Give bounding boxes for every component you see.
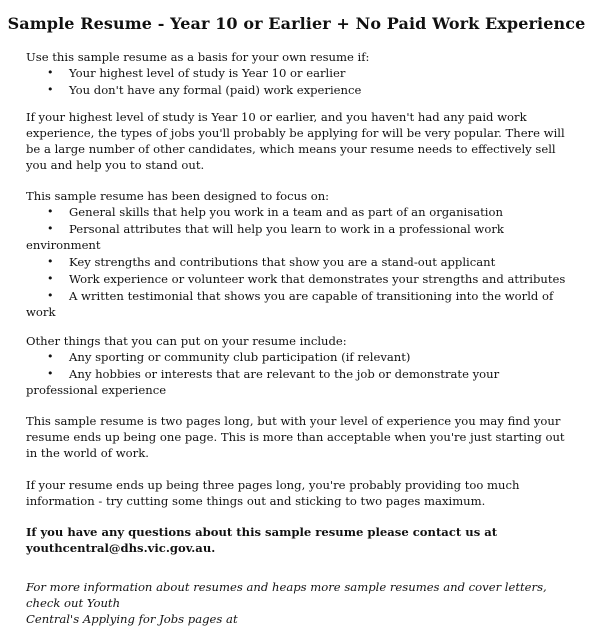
candidates-paragraph: If your highest level of study is Year 10 or earlier, and you haven't had any paid work experience, the types of jobs you'll probably be applying for will be very popular. There will be a large number of other candidates, which means your resume needs to effectively sell you and help you to stand out. xyxy=(26,110,565,172)
list-item: • Your highest level of study is Year 10 or earlier xyxy=(47,66,346,80)
other-section xyxy=(26,333,574,399)
focus-lead: This sample resume has been designed to focus on: xyxy=(26,189,330,203)
other-lead: Other things that you can put on your resume include: xyxy=(26,334,347,348)
focus-section xyxy=(26,188,574,321)
bullet-icon: • xyxy=(47,350,54,363)
intro-list xyxy=(26,65,574,98)
bullet-icon: • xyxy=(47,255,54,268)
contact-section xyxy=(26,524,574,556)
more-info-line-1: For more information about resumes and heaps more sample resumes and cover letters, check out Youth xyxy=(26,580,547,610)
more-info-line-2: Central's Applying for Jobs pages at xyxy=(26,612,238,626)
length-section xyxy=(26,413,574,461)
list-item: • Key strengths and contributions that show you are a stand-out applicant xyxy=(47,255,496,269)
list-item: • A written testimonial that shows you are capable of transitioning into the world of work xyxy=(26,289,554,319)
length-paragraph: This sample resume is two pages long, but with your level of experience you may find your resume ends up being one page. This is more than acceptable when you're just starting out in the world of work. xyxy=(26,414,565,460)
bullet-icon: • xyxy=(47,222,54,235)
bullet-icon: • xyxy=(47,367,54,380)
other-list xyxy=(26,349,574,398)
list-item: • Any hobbies or interests that are relevant to the job or demonstrate your professional experience xyxy=(26,367,500,397)
intro-lead: Use this sample resume as a basis for your own resume if: xyxy=(26,50,370,64)
bullet-icon: • xyxy=(47,289,54,302)
bullet-icon: • xyxy=(47,66,54,79)
three-pages-paragraph: If your resume ends up being three pages long, you're probably providing too much information - try cutting some things out and sticking to two pages maximum. xyxy=(26,478,520,508)
list-item: • You don't have any formal (paid) work experience xyxy=(47,83,362,97)
candidates-section xyxy=(26,109,574,173)
document-title: Sample Resume - Year 10 or Earlier + No Paid Work Experience xyxy=(7,14,586,33)
list-item: • Any sporting or community club participation (if relevant) xyxy=(47,350,411,364)
list-item: • General skills that help you work in a team and as part of an organisation xyxy=(47,205,503,219)
contact-paragraph: If you have any questions about this sample resume please contact us at youthcentral@dhs.vic.gov.au. xyxy=(26,525,498,555)
bullet-icon: • xyxy=(47,272,54,285)
more-info-section xyxy=(26,579,574,627)
three-pages-section xyxy=(26,477,574,509)
bullet-icon: • xyxy=(47,205,54,218)
focus-list xyxy=(26,204,574,320)
list-item: • Work experience or volunteer work that demonstrates your strengths and attributes xyxy=(47,272,566,286)
bullet-icon: • xyxy=(47,83,54,96)
list-item: • Personal attributes that will help you learn to work in a professional work environment xyxy=(26,222,504,252)
intro-section xyxy=(26,49,574,99)
